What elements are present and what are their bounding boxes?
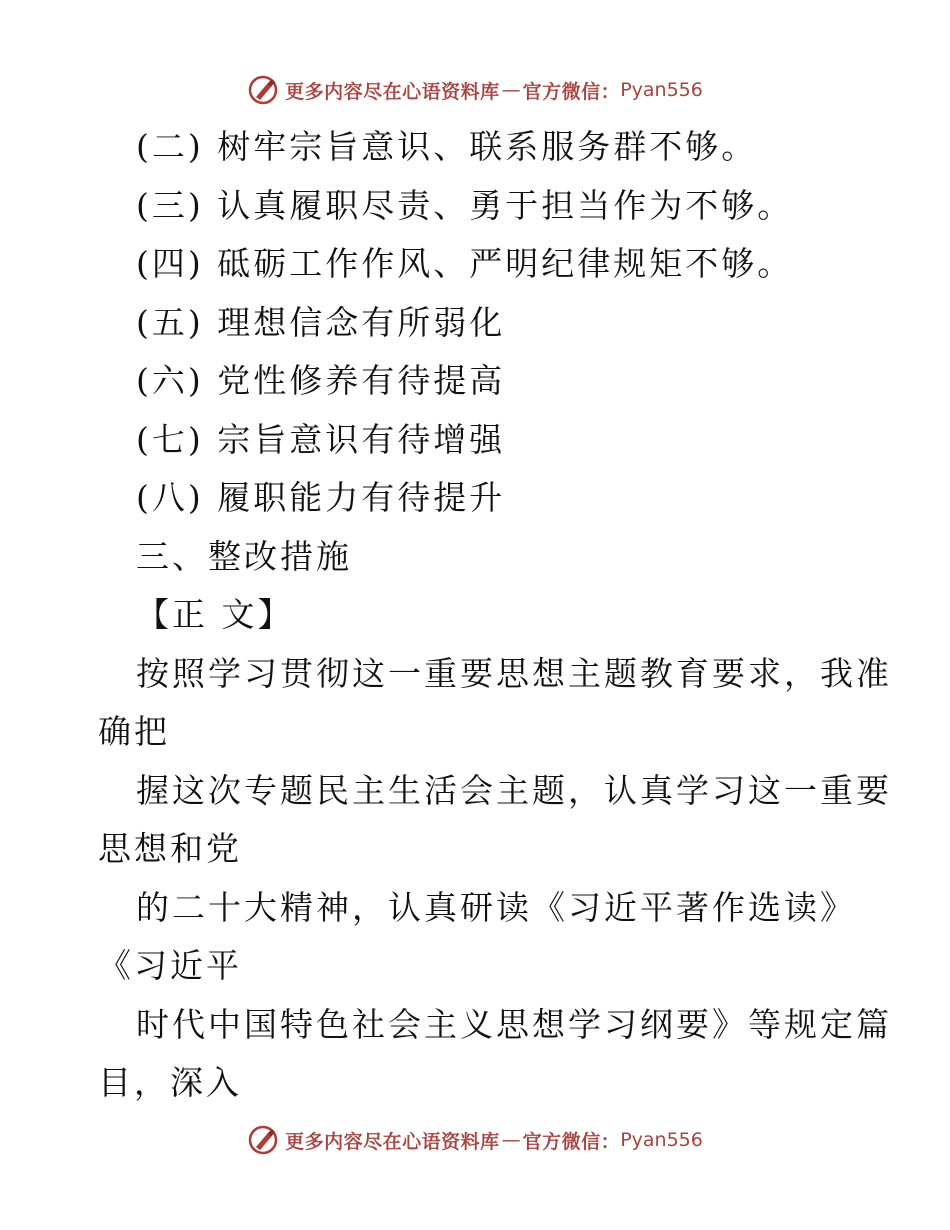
paragraph-line: 确把 [98, 712, 170, 751]
watermark-id: Pyan556 [620, 79, 703, 101]
watermark-text: 更多内容尽在心语资料库 [285, 80, 500, 103]
watermark-suffix: 官方微信： [522, 1130, 621, 1153]
footer-watermark [0, 1120, 950, 1160]
pen-logo-icon [247, 74, 279, 106]
watermark-dash: — [501, 1129, 521, 1151]
paragraph-line: 思想和党 [98, 829, 242, 868]
paragraph-line: 目，深入 [98, 1063, 242, 1102]
watermark-suffix: 官方微信： [522, 80, 621, 103]
paragraph-line: 握这次专题民主生活会主题，认真学习这一重要 [136, 770, 892, 810]
list-item-6: (六) 党性修养有待提高 [136, 361, 506, 400]
document-body [98, 118, 892, 1113]
list-item-4: (四) 砥砺工作作风、严明纪律规矩不够。 [136, 244, 794, 283]
watermark-dash: — [501, 79, 521, 101]
header-watermark [0, 70, 950, 110]
body-label: 【正 文】 [136, 595, 294, 634]
list-item-5: (五) 理想信念有所弱化 [136, 302, 506, 342]
paragraph-line: 按照学习贯彻这一重要思想主题教育要求，我准 [136, 653, 892, 693]
pen-logo-icon [247, 1124, 279, 1156]
list-item-8: (八) 履职能力有待提升 [136, 478, 506, 517]
section-heading: 三、整改措施 [136, 536, 352, 576]
list-item-3: (三) 认真履职尽责、勇于担当作为不够。 [136, 185, 794, 225]
watermark-id: Pyan556 [620, 1129, 703, 1151]
paragraph-line: 时代中国特色社会主义思想学习纲要》等规定篇 [136, 1004, 892, 1044]
list-item-2: (二) 树牢宗旨意识、联系服务群不够。 [136, 127, 758, 166]
paragraph-line: 《习近平 [98, 946, 242, 985]
list-item-7: (七) 宗旨意识有待增强 [136, 419, 506, 459]
watermark-text: 更多内容尽在心语资料库 [285, 1130, 500, 1153]
paragraph-line: 的二十大精神，认真研读《习近平著作选读》 [136, 887, 856, 927]
